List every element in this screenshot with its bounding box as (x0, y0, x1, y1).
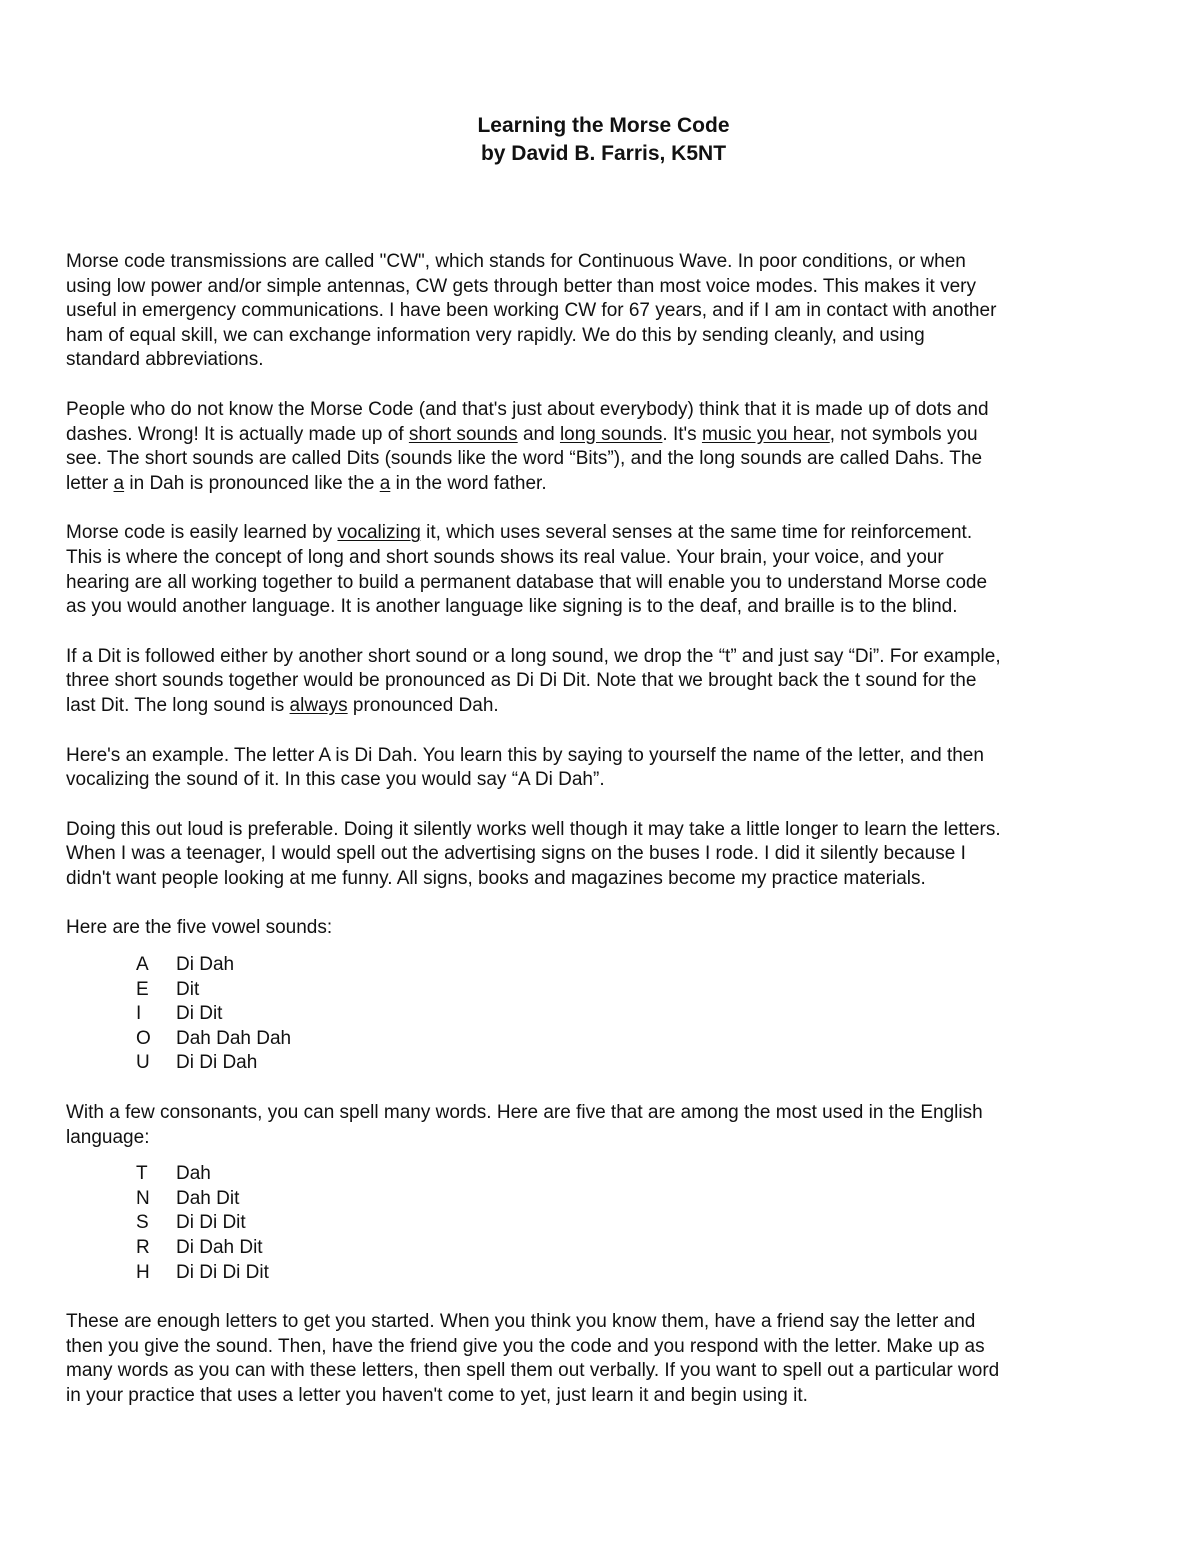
list-item (136, 1187, 1141, 1212)
letter: T (136, 1163, 148, 1185)
morse-code: Dit (176, 978, 200, 1000)
list-item (136, 978, 1141, 1003)
text-run: in Dah is pronounced like the (124, 472, 380, 494)
text-run: it, which uses several senses at the same time for reinforcement. This is where the concept of long and short sounds shows its real value. Your brain, your voice, and your hearing are all working together to build a permanent database that will enable you to understand Morse code as you would another language. It is another language like signing is to the deaf, and braille is to the blind. (66, 522, 988, 618)
list-item (136, 1236, 1141, 1261)
page-title: Learning the Morse Code (477, 114, 730, 137)
underlined-long-sounds: long sounds (559, 423, 663, 445)
letter: S (136, 1212, 149, 1234)
morse-code: Dah Dah Dah (176, 1027, 292, 1049)
document-header (66, 112, 1141, 168)
paragraph-dit-rule (66, 645, 1141, 719)
morse-code: Di Di Dah (176, 1052, 258, 1074)
list-item (136, 1261, 1141, 1286)
paragraph-sounds (66, 398, 1141, 496)
consonant-list (136, 1162, 1141, 1285)
letter: I (136, 1003, 142, 1025)
list-item (136, 1162, 1141, 1187)
byline: by David B. Farris, K5NT (480, 142, 727, 165)
underlined-music-you-hear: music you hear (701, 423, 830, 445)
underlined-always: always (289, 694, 348, 716)
morse-code: Di Dah (176, 954, 235, 976)
morse-code: Di Di Dit (176, 1212, 246, 1234)
underlined-vocalizing: vocalizing (337, 522, 421, 544)
list-item (136, 1051, 1141, 1076)
text-run: pronounced Dah. (347, 694, 499, 716)
letter: R (136, 1237, 150, 1258)
paragraph-consonants-intro: With a few consonants, you can spell many words. Here are five that are among the most used in the English language: (66, 1102, 983, 1148)
text-run: in the word father. (390, 472, 547, 494)
morse-code: Di Dit (176, 1003, 223, 1025)
text-run: Morse code is easily learned by (66, 522, 338, 544)
list-item (136, 1211, 1141, 1236)
list-item (136, 1002, 1141, 1027)
list-item (136, 953, 1141, 978)
text-run: People who do not know the Morse Code (and that's just about everybody) think that it is made up of dots and dashes. Wrong! It is actually made up of (66, 398, 989, 445)
text-run: , not symbols you see. The short sounds are called Dits (sounds like the word “Bits”), and the long sounds are called Dahs. The letter (66, 423, 983, 494)
letter: O (136, 1027, 151, 1049)
paragraph-vocalizing (66, 521, 1141, 619)
underlined-letter-a: a (113, 472, 125, 494)
list-item (136, 1027, 1141, 1052)
letter: E (136, 978, 149, 1000)
morse-code: Dah (176, 1163, 211, 1185)
letter: N (136, 1187, 150, 1209)
morse-code: Di Di Di Dit (176, 1261, 269, 1283)
paragraph-intro: Morse code transmissions are called "CW", which stands for Continuous Wave. In poor conditions, or when using low power and/or simple antennas, CW gets through better than most voice modes. This makes it very useful in emergency communications. I have been working CW for 67 years, and if I am in contact with another ham of equal skill, we can exchange information very rapidly. We do this by sending cleanly, and using standard abbreviations. (66, 251, 997, 371)
vowel-list (136, 953, 1141, 1076)
morse-code: Di Dah Dit (176, 1237, 263, 1258)
paragraph-closing: These are enough letters to get you started. When you think you know them, have a friend say the letter and then you give the sound. Then, have the friend give you the code and you respond with the letter. Make up as many words as you can with these letters, then spell them out verbally. If you want to spell out a particular word in your practice that uses a letter you haven't come to yet, just learn it and begin using it. (66, 1311, 1000, 1406)
text-run: and (517, 423, 560, 445)
text-run: If a Dit is followed either by another short sound or a long sound, we drop the “t” and just say “Di”. For example, three short sounds together would be pronounced as Di Di Dit. Note that we brought back the t sound for the last Dit. The long sound is (66, 645, 1001, 716)
text-run: . It's (662, 423, 702, 445)
letter: H (136, 1261, 150, 1283)
letter: A (136, 954, 149, 976)
morse-code: Dah Dit (176, 1187, 240, 1209)
paragraph-vowels-intro: Here are the five vowel sounds: (66, 917, 333, 939)
underlined-letter-a: a (379, 472, 391, 494)
letter: U (136, 1052, 150, 1074)
document-page (66, 112, 1141, 1409)
underlined-short-sounds: short sounds (408, 423, 518, 445)
paragraph-practice: Doing this out loud is preferable. Doing it silently works well though it may take a little longer to learn the letters. When I was a teenager, I would spell out the advertising signs on the buses I rode. I did it silently because I didn't want people looking at me funny. All signs, books and magazines become my practice materials. (66, 818, 1001, 889)
paragraph-example: Here's an example. The letter A is Di Dah. You learn this by saying to yourself the name of the letter, and then vocalizing the sound of it. In this case you would say “A Di Dah”. (66, 744, 984, 791)
